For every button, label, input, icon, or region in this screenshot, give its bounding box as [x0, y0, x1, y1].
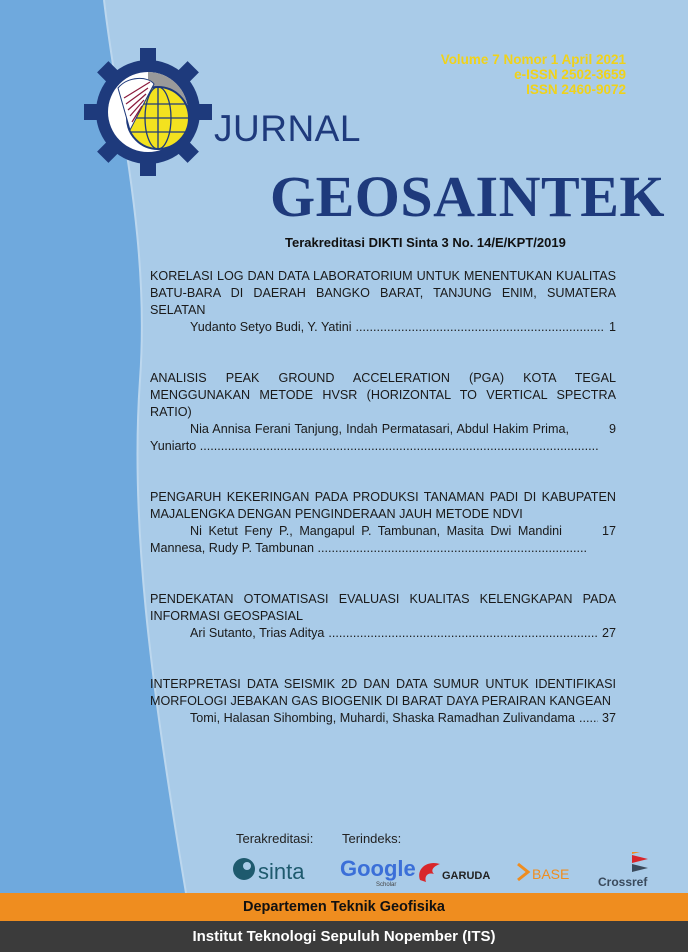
- base-text: BASE: [532, 866, 570, 882]
- accredited-label: Terakreditasi:: [236, 831, 314, 846]
- article-authors: [150, 319, 616, 336]
- page-number: 9: [608, 422, 616, 436]
- author-names: Ari Sutanto, Trias Aditya: [190, 626, 325, 640]
- toc-entry: [150, 489, 616, 557]
- article-authors: [150, 421, 616, 455]
- index-logos: [230, 852, 670, 892]
- article-authors: [150, 625, 616, 642]
- toc-entry: [150, 591, 616, 642]
- page-number: 37: [601, 711, 616, 725]
- article-title: PENGARUH KEKERINGAN PADA PRODUKSI TANAMAN PADI DI KABUPATEN MAJALENGKA DENGAN PENGINDERAAN JAUH METODE NDVI: [150, 490, 616, 521]
- department-text: Departemen Teknik Geofisika: [242, 899, 445, 915]
- institute-bar: [0, 921, 688, 952]
- garuda-text: GARUDA: [442, 870, 491, 882]
- crossref-text: Crossref: [598, 875, 648, 889]
- page-number: 1: [608, 320, 616, 334]
- crossref-logo: [598, 852, 648, 889]
- base-logo: [518, 864, 569, 882]
- garuda-logo: [419, 863, 490, 882]
- scholar-text: Scholar: [376, 882, 397, 888]
- dot-leader: [356, 319, 605, 336]
- indexed-label: Terindeks:: [342, 831, 402, 846]
- volume-text: Volume 7 Nomor 1 April 2021: [440, 52, 626, 67]
- jurnal-label: JURNAL: [214, 108, 361, 149]
- google-text: Google: [340, 856, 416, 881]
- toc-entry: [150, 370, 616, 455]
- article-title: INTERPRETASI DATA SEISMIK 2D DAN DATA SUMUR UNTUK IDENTIFIKASI MORFOLOGI JEBAKAN GAS BIOGENIK DI BARAT DAYA PERAIRAN KANGEAN: [150, 677, 616, 708]
- author-names: Nia Annisa Ferani Tanjung, Indah Permatasari, Abdul Hakim Prima, Yuniarto ..................................................................................................................: [150, 422, 599, 453]
- page-number: 27: [601, 626, 616, 640]
- article-authors: [150, 710, 616, 727]
- article-authors: [150, 523, 616, 557]
- sinta-logo: [233, 858, 305, 884]
- dot-leader: [328, 625, 598, 642]
- dot-leader: [579, 710, 598, 727]
- table-of-contents: [150, 268, 616, 761]
- author-names: Tomi, Halasan Sihombing, Muhardi, Shaska Ramadhan Zulivandama: [190, 711, 576, 725]
- author-names: Ni Ketut Feny P., Mangapul P. Tambunan, Masita Dwi Mandini Mannesa, Rudy P. Tambunan .............................................................................: [150, 524, 587, 555]
- eissn-text: e-ISSN 2502-3659: [514, 67, 626, 82]
- toc-entry: [150, 268, 616, 336]
- journal-logo: [82, 46, 214, 178]
- issue-info: [441, 52, 626, 97]
- toc-entry: [150, 676, 616, 727]
- issn-text: ISSN 2460-9072: [526, 82, 626, 97]
- institute-text: Institut Teknologi Sepuluh Nopember (ITS): [192, 928, 496, 945]
- sinta-text: sinta: [258, 859, 305, 884]
- article-title: PENDEKATAN OTOMATISASI EVALUASI KUALITAS KELENGKAPAN PADA INFORMASI GEOSPASIAL: [150, 592, 616, 623]
- department-bar: [0, 893, 688, 921]
- journal-title: GEOSAINTEK: [270, 164, 665, 229]
- google-scholar-logo: [340, 856, 416, 888]
- article-title: ANALISIS PEAK GROUND ACCELERATION (PGA) KOTA TEGAL MENGGUNAKAN METODE HVSR (HORIZONTAL TO VERTICAL SPECTRA RATIO): [150, 371, 616, 419]
- page-number: 17: [601, 524, 616, 538]
- article-title: KORELASI LOG DAN DATA LABORATORIUM UNTUK MENENTUKAN KUALITAS BATU-BARA DI DAERAH BANGKO BARAT, TANJUNG ENIM, SUMATERA SELATAN: [150, 269, 616, 317]
- accreditation-text: Terakreditasi DIKTI Sinta 3 No. 14/E/KPT/2019: [285, 235, 566, 250]
- author-names: Yudanto Setyo Budi, Y. Yatini: [190, 320, 352, 334]
